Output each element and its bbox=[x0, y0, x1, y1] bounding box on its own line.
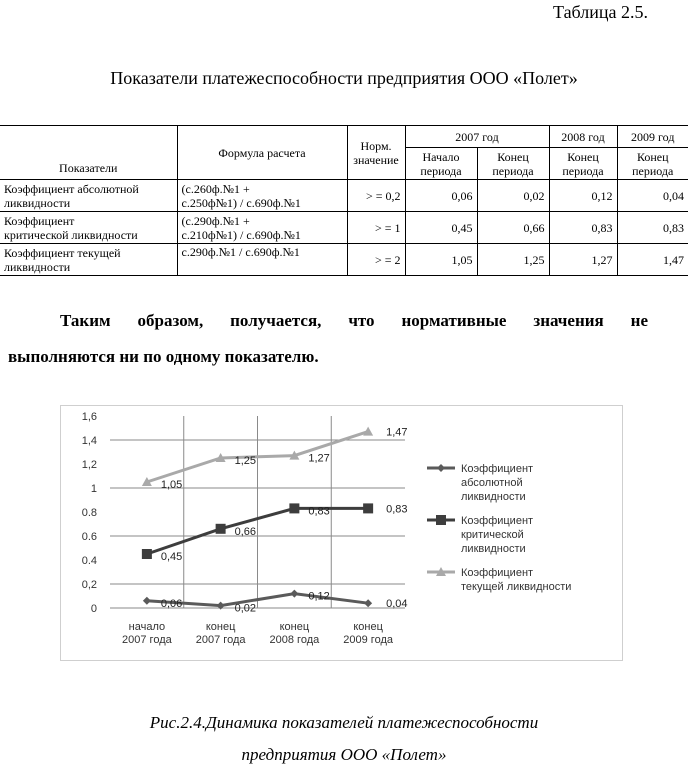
data-label: 0,45 bbox=[160, 551, 183, 563]
data-point bbox=[436, 515, 446, 525]
chart-canvas bbox=[61, 406, 622, 660]
legend-label: ликвидности bbox=[461, 543, 526, 555]
row-value: 0,04 bbox=[617, 180, 688, 212]
liquidity-chart bbox=[60, 405, 623, 661]
data-label: 1,25 bbox=[234, 455, 257, 467]
row-norm: > = 2 bbox=[347, 244, 405, 276]
data-label: 1,27 bbox=[308, 452, 330, 465]
y-tick-label: 0.4 bbox=[81, 555, 97, 567]
x-tick-label: конец bbox=[279, 621, 310, 633]
row-formula: (с.290ф.№1 + с.210ф№1) / с.690ф.№1 bbox=[177, 212, 347, 244]
figure-caption bbox=[0, 707, 688, 771]
table-row bbox=[0, 244, 688, 276]
header-2007-end: Конец периода bbox=[477, 148, 549, 180]
x-tick-label: 2007 года bbox=[122, 634, 172, 646]
legend-label: критической bbox=[461, 529, 524, 541]
row-value: 1,47 bbox=[617, 244, 688, 276]
row-name: Коэффициент критической ликвидности bbox=[0, 212, 177, 244]
data-label: 1,05 bbox=[160, 479, 183, 491]
data-point bbox=[289, 503, 299, 513]
data-point bbox=[290, 590, 298, 598]
x-tick-label: конец bbox=[353, 621, 383, 633]
table-row bbox=[0, 180, 688, 212]
legend-label: абсолютной bbox=[461, 477, 523, 489]
y-tick-label: 0,2 bbox=[81, 579, 97, 591]
x-tick-label: конец bbox=[205, 621, 236, 633]
y-tick-label: 0 bbox=[90, 603, 97, 615]
row-value: 1,27 bbox=[549, 244, 617, 276]
paragraph-line: Таким образом, получается, что нормативные значения не bbox=[60, 311, 648, 330]
data-point bbox=[142, 549, 152, 559]
header-2007-start: Начало периода bbox=[405, 148, 477, 180]
y-tick-label: 1 bbox=[90, 483, 97, 495]
legend-label: Коэффициент bbox=[461, 463, 534, 475]
x-tick-label: начало bbox=[128, 621, 166, 633]
data-point bbox=[437, 464, 445, 472]
legend-label: Коэффициент bbox=[461, 515, 534, 527]
row-value: 0,06 bbox=[405, 180, 477, 212]
row-value: 0,66 bbox=[477, 212, 549, 244]
row-norm: > = 1 bbox=[347, 212, 405, 244]
data-label: 0,02 bbox=[234, 602, 257, 615]
row-value: 0,45 bbox=[405, 212, 477, 244]
header-2008-end: Конец периода bbox=[549, 148, 617, 180]
data-point bbox=[363, 427, 373, 436]
data-label: 0,83 bbox=[308, 505, 330, 518]
row-value: 0,02 bbox=[477, 180, 549, 212]
data-label: 0,66 bbox=[234, 525, 257, 538]
data-point bbox=[364, 599, 372, 607]
row-formula: (с.260ф.№1 + с.250ф№1) / с.690ф.№1 bbox=[177, 180, 347, 212]
header-formula: Формула расчета bbox=[177, 126, 347, 180]
y-tick-label: 1,2 bbox=[81, 459, 97, 471]
row-formula: с.290ф.№1 / с.690ф.№1 bbox=[177, 244, 347, 276]
x-tick-label: 2008 года bbox=[269, 634, 320, 646]
row-value: 0,83 bbox=[549, 212, 617, 244]
table-row bbox=[0, 212, 688, 244]
y-tick-label: 0.8 bbox=[81, 507, 97, 519]
data-label: 0,04 bbox=[386, 598, 408, 611]
x-tick-label: 2009 года bbox=[343, 634, 393, 646]
header-norm: Норм. значение bbox=[347, 126, 405, 180]
table-title: Показатели платежеспособности предприятия ООО «Полет» bbox=[110, 68, 578, 88]
row-value: 0,83 bbox=[617, 212, 688, 244]
row-value: 1,25 bbox=[477, 244, 549, 276]
paragraph-line: выполняются ни по одному показателю. bbox=[8, 347, 319, 366]
header-2009-end: Конец периода bbox=[617, 148, 688, 180]
data-point bbox=[143, 597, 151, 605]
y-tick-label: 1,4 bbox=[81, 435, 97, 447]
caption-line: Рис.2.4.Динамика показателей платежеспособности bbox=[149, 713, 539, 732]
row-value: 1,05 bbox=[405, 244, 477, 276]
row-name: Коэффициент абсолютной ликвидности bbox=[0, 180, 177, 212]
table-number: Таблица 2.5. bbox=[553, 2, 648, 22]
row-norm: > = 0,2 bbox=[347, 180, 405, 212]
row-value: 0,12 bbox=[549, 180, 617, 212]
header-year-2007: 2007 год bbox=[405, 126, 549, 148]
data-label: 1,47 bbox=[386, 426, 408, 439]
legend-label: текущей ликвидности bbox=[461, 581, 572, 593]
y-tick-label: 0.6 bbox=[81, 531, 97, 543]
data-label: 0,06 bbox=[160, 597, 183, 610]
row-name: Коэффициент текущей ликвидности bbox=[0, 244, 177, 276]
data-label: 0,83 bbox=[386, 503, 408, 516]
header-year-2008: 2008 год bbox=[549, 126, 617, 148]
data-label: 0,12 bbox=[308, 590, 330, 603]
liquidity-table bbox=[0, 125, 688, 276]
x-tick-label: 2007 года bbox=[195, 634, 246, 646]
header-indicator: Показатели bbox=[0, 126, 177, 180]
legend-label: ликвидности bbox=[461, 491, 526, 503]
conclusion-paragraph bbox=[8, 303, 648, 375]
y-tick-label: 1,6 bbox=[81, 411, 97, 423]
header-year-2009: 2009 год bbox=[617, 126, 688, 148]
legend-label: Коэффициент bbox=[461, 567, 534, 579]
data-point bbox=[363, 503, 373, 513]
caption-line: предприятия ООО «Полет» bbox=[241, 745, 447, 764]
data-point bbox=[216, 524, 226, 534]
